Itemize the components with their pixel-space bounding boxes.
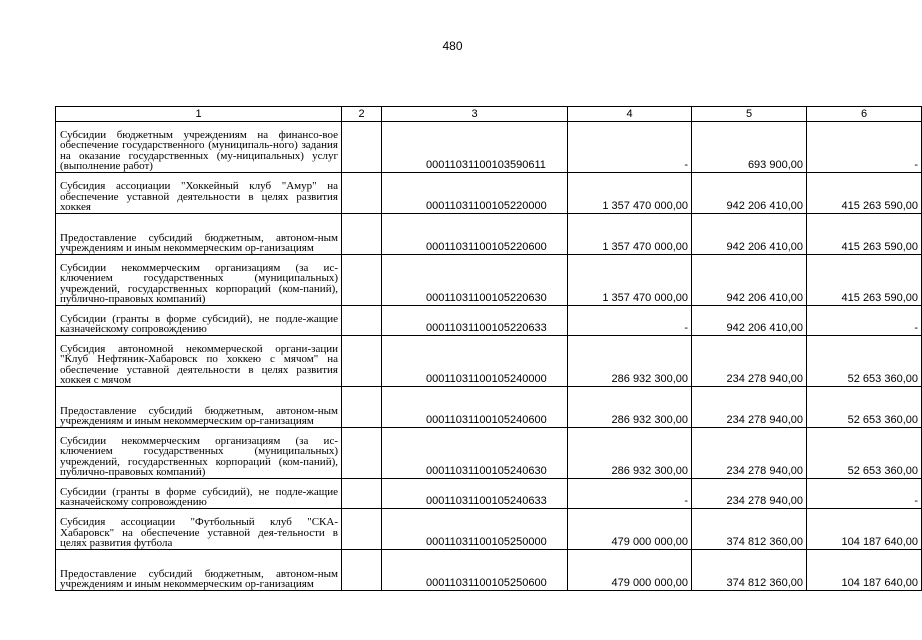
row-value-col6: 104 187 640,00: [807, 550, 922, 591]
row-code-cell: 00011031100105220633: [382, 306, 568, 336]
row-col2-cell: [342, 336, 382, 387]
row-col2-cell: [342, 428, 382, 479]
row-value-col4: -: [568, 306, 692, 336]
header-cell: 6: [807, 107, 922, 122]
row-value-col5: 942 206 410,00: [692, 255, 807, 306]
row-value-col4: -: [568, 479, 692, 509]
row-value-col5: 693 900,00: [692, 122, 807, 173]
row-col2-cell: [342, 122, 382, 173]
row-name-cell: Субсидии (гранты в форме субсидий), не подле-жащие казначейскому сопровождению: [56, 479, 342, 509]
header-cell: 2: [342, 107, 382, 122]
row-value-col5: 942 206 410,00: [692, 214, 807, 255]
row-value-col6: -: [807, 306, 922, 336]
table-row: [56, 336, 922, 387]
table-row: [56, 550, 922, 591]
row-value-col5: 374 812 360,00: [692, 509, 807, 550]
row-value-col5: 942 206 410,00: [692, 173, 807, 214]
row-name-cell: Субсидии бюджетным учреждениям на финансо-вое обеспечение государственного (муниципаль-ного) задания на оказание государственных (му-ниципальных) услуг (выполнение работ): [56, 122, 342, 173]
row-value-col4: 1 357 470 000,00: [568, 255, 692, 306]
row-value-col6: 52 653 360,00: [807, 428, 922, 479]
header-cell: 1: [56, 107, 342, 122]
row-code-cell: 00011031100105220600: [382, 214, 568, 255]
page-number: 480: [442, 39, 463, 53]
budget-table: [55, 106, 922, 591]
row-code-cell: 00011031100105240630: [382, 428, 568, 479]
row-col2-cell: [342, 387, 382, 428]
row-value-col6: 104 187 640,00: [807, 509, 922, 550]
table-row: [56, 306, 922, 336]
row-value-col6: -: [807, 479, 922, 509]
row-name-cell: Субсидия автономной некоммерческой органи-зации "Клуб Нефтяник-Хабаровск по хоккею с мячом" на обеспечение уставной деятельности в целях развития хоккея с мячом: [56, 336, 342, 387]
row-value-col6: 415 263 590,00: [807, 255, 922, 306]
row-col2-cell: [342, 214, 382, 255]
row-code-cell: 00011031100105220000: [382, 173, 568, 214]
table-header-row: [56, 107, 922, 122]
row-value-col6: -: [807, 122, 922, 173]
table-row: [56, 255, 922, 306]
row-value-col4: 479 000 000,00: [568, 550, 692, 591]
row-col2-cell: [342, 255, 382, 306]
row-col2-cell: [342, 173, 382, 214]
row-value-col4: 1 357 470 000,00: [568, 173, 692, 214]
row-name-cell: Субсидия ассоциации "Футбольный клуб "СКА-Хабаровск" на обеспечение уставной дея-тельности в целях развития футбола: [56, 509, 342, 550]
table-row: [56, 509, 922, 550]
row-value-col5: 942 206 410,00: [692, 306, 807, 336]
row-name-cell: Предоставление субсидий бюджетным, автоном-ным учреждениям и иным некоммерческим ор-ганизациям: [56, 387, 342, 428]
row-name-cell: Предоставление субсидий бюджетным, автоном-ным учреждениям и иным некоммерческим ор-ганизациям: [56, 550, 342, 591]
header-cell: 3: [382, 107, 568, 122]
row-code-cell: 00011031100105250000: [382, 509, 568, 550]
row-value-col5: 234 278 940,00: [692, 336, 807, 387]
row-value-col4: 479 000 000,00: [568, 509, 692, 550]
table-row: [56, 173, 922, 214]
header-cell: 4: [568, 107, 692, 122]
table-row: [56, 122, 922, 173]
row-code-cell: 00011031100105240633: [382, 479, 568, 509]
row-col2-cell: [342, 550, 382, 591]
row-code-cell: 00011031100105240000: [382, 336, 568, 387]
row-col2-cell: [342, 479, 382, 509]
row-col2-cell: [342, 306, 382, 336]
row-value-col5: 234 278 940,00: [692, 479, 807, 509]
row-value-col5: 234 278 940,00: [692, 387, 807, 428]
row-code-cell: 00011031100103590611: [382, 122, 568, 173]
row-value-col6: 52 653 360,00: [807, 336, 922, 387]
row-value-col4: 1 357 470 000,00: [568, 214, 692, 255]
row-value-col5: 374 812 360,00: [692, 550, 807, 591]
row-value-col6: 415 263 590,00: [807, 173, 922, 214]
row-value-col4: 286 932 300,00: [568, 428, 692, 479]
row-code-cell: 00011031100105240600: [382, 387, 568, 428]
row-value-col6: 52 653 360,00: [807, 387, 922, 428]
row-value-col6: 415 263 590,00: [807, 214, 922, 255]
row-name-cell: Субсидии некоммерческим организациям (за ис-ключением государственных (муниципальных) учреждений, государственных корпораций (ком-паний), публично-правовых компаний): [56, 255, 342, 306]
row-value-col4: -: [568, 122, 692, 173]
row-code-cell: 00011031100105220630: [382, 255, 568, 306]
table-row: [56, 428, 922, 479]
table-row: [56, 214, 922, 255]
row-code-cell: 00011031100105250600: [382, 550, 568, 591]
table-row: [56, 387, 922, 428]
row-name-cell: Предоставление субсидий бюджетным, автоном-ным учреждениям и иным некоммерческим ор-ганизациям: [56, 214, 342, 255]
row-value-col4: 286 932 300,00: [568, 387, 692, 428]
row-name-cell: Субсидия ассоциации "Хоккейный клуб "Амур" на обеспечение уставной деятельности в целях развития хоккея: [56, 173, 342, 214]
row-value-col5: 234 278 940,00: [692, 428, 807, 479]
table-row: [56, 479, 922, 509]
row-value-col4: 286 932 300,00: [568, 336, 692, 387]
row-name-cell: Субсидии (гранты в форме субсидий), не подле-жащие казначейскому сопровождению: [56, 306, 342, 336]
row-col2-cell: [342, 509, 382, 550]
row-name-cell: Субсидии некоммерческим организациям (за ис-ключением государственных (муниципальных) учреждений, государственных корпораций (ком-паний), публично-правовых компаний): [56, 428, 342, 479]
header-cell: 5: [692, 107, 807, 122]
